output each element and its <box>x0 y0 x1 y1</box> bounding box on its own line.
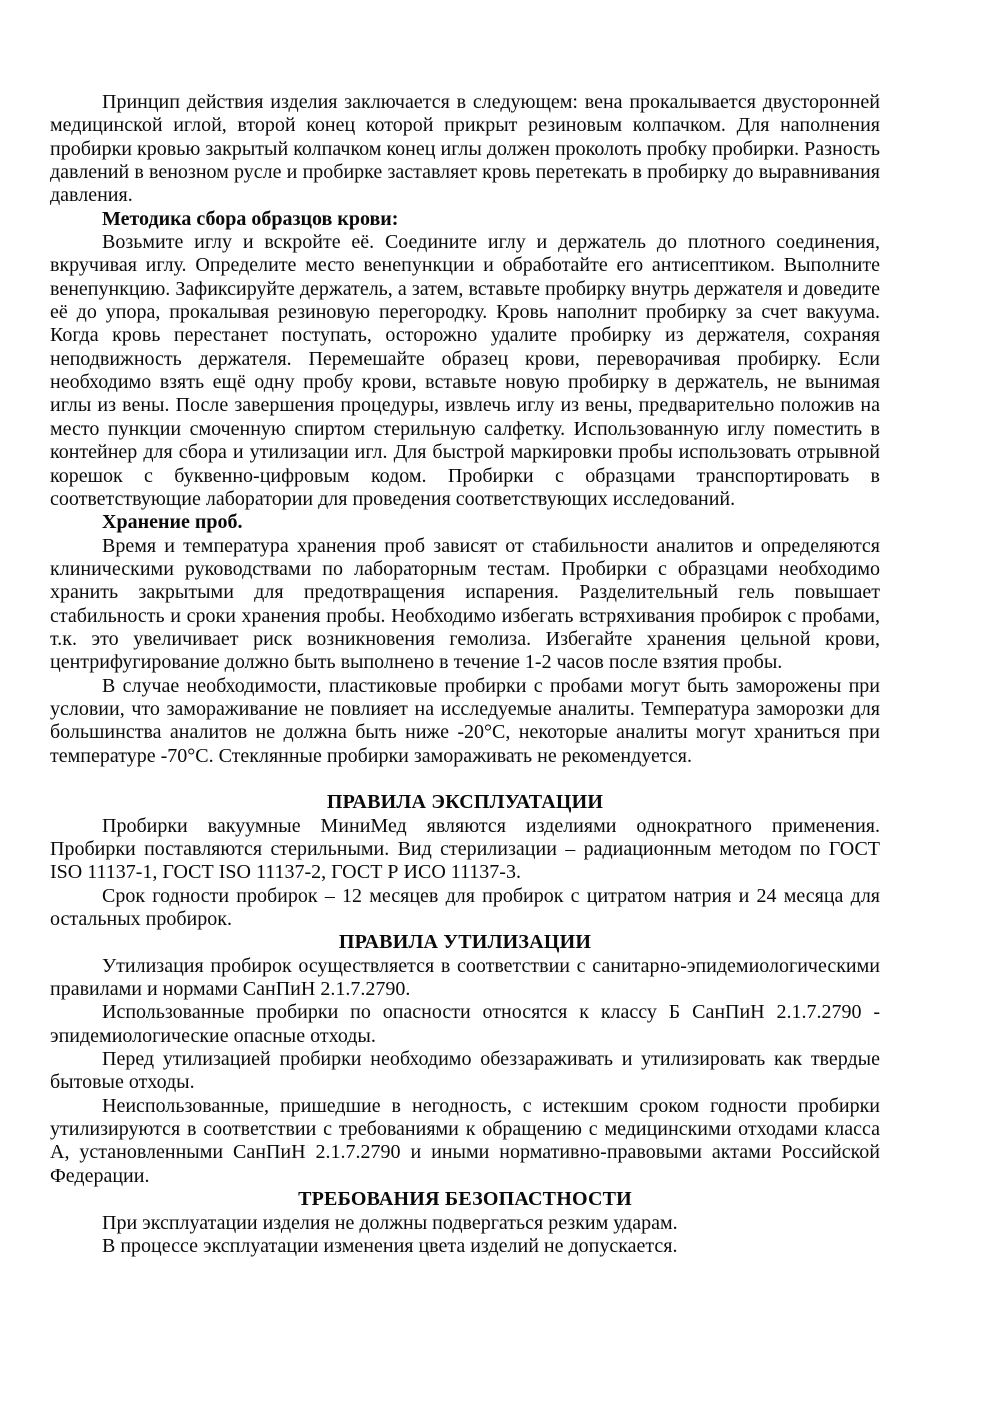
section-title: ПРАВИЛА УТИЛИЗАЦИИ <box>338 931 592 954</box>
blank-line <box>50 768 880 791</box>
paragraph: В случае необходимости, пластиковые пробирки с пробами могут быть заморожены при условии, что замораживание не повлияет на исследуемые аналиты. Температура заморозки для большинства аналитов не должна быть ниже -20°С, некоторые аналиты могут храниться при температуре -70°С. Стеклянные пробирки замораживать не рекомендуется. <box>50 674 880 767</box>
paragraph: Возьмите иглу и вскройте её. Соедините иглу и держатель до плотного соединения, вкручивая иглу. Определите место венепункции и обработайте его антисептиком. Выполните венепункцию. Зафиксируйте держатель, а затем, вставьте пробирку внутрь держателя и доведите её до упора, прокалывая резиновую перегородку. Кровь наполнит пробирку за счет вакуума. Когда кровь перестанет поступать, осторожно удалите пробирку из держателя, сохраняя неподвижность держателя. Перемешайте образец крови, переворачивая пробирку. Если необходимо взять ещё одну пробу крови, вставьте новую пробирку в держатель, не вынимая иглы из вены. После завершения процедуры, извлечь иглу из вены, предварительно положив на место пункции смоченную спиртом стерильную салфетку. Использованную иглу поместить в контейнер для сбора и утилизации игл. Для быстрой маркировки пробы использовать отрывной корешок с буквенно-цифровым кодом. Пробирки с образцами транспортировать в соответствующие лаборатории для проведения соответствующих исследований. <box>50 231 880 510</box>
paragraph: Принцип действия изделия заключается в следующем: вена прокалывается двусторонней медицинской иглой, второй конец которой прикрыт резиновым колпачком. Для наполнения пробирки кровью закрытый колпачком конец иглы должен проколоть пробку пробирки. Разность давлений в венозном русле и пробирке заставляет кровь перетекать в пробирку до выравнивания давления. <box>50 91 880 207</box>
paragraph: Пробирки вакуумные МиниМед являются изделиями однократного применения. Пробирки поставляются стерильными. Вид стерилизации – радиационным методом по ГОСТ ISO 11137-1, ГОСТ ISO 11137-2, ГОСТ Р ИСО 11137-3. <box>50 814 880 884</box>
paragraph: В процессе эксплуатации изменения цвета изделий не допускается. <box>102 1234 678 1257</box>
section-title: ПРАВИЛА ЭКСПЛУАТАЦИИ <box>326 791 604 814</box>
subsection-heading: Хранение проб. <box>102 511 243 534</box>
paragraph: При эксплуатации изделия не должны подвергаться резким ударам. <box>102 1211 678 1234</box>
paragraph: Использованные пробирки по опасности относятся к классу Б СанПиН 2.1.7.2790 - эпидемиологические опасные отходы. <box>50 1001 880 1047</box>
section-title: ТРЕБОВАНИЯ БЕЗОПАСТНОСТИ <box>298 1188 632 1211</box>
paragraph: Срок годности пробирок – 12 месяцев для пробирок с цитратом натрия и 24 месяца для остальных пробирок. <box>50 884 880 931</box>
paragraph: Неиспользованные, пришедшие в негодность, с истекшим сроком годности пробирки утилизируются в соответствии с требованиями к обращению с медицинскими отходами класса А, установленными СанПиН 2.1.7.2790 и иными нормативно-правовыми актами Российской Федерации. <box>50 1094 880 1187</box>
paragraph: Время и температура хранения проб зависят от стабильности аналитов и определяются клиническими руководствами по лабораторным тестам. Пробирки с образцами необходимо хранить закрытыми для предотвращения испарения. Разделительный гель повышает стабильность и сроки хранения пробы. Необходимо избегать встряхивания пробирок с пробами, т.к. это увеличивает риск возникновения гемолиза. Избегайте хранения цельной крови, центрифугирование должно быть выполнено в течение 1-2 часов после взятия пробы. <box>50 534 880 674</box>
paragraph: Утилизация пробирок осуществляется в соответствии с санитарно-эпидемиологическими правилами и нормами СанПиН 2.1.7.2790. <box>50 954 880 1001</box>
paragraph: Перед утилизацией пробирки необходимо обеззараживать и утилизировать как твердые бытовые отходы. <box>50 1048 880 1094</box>
subsection-heading: Методика сбора образцов крови: <box>102 207 399 230</box>
